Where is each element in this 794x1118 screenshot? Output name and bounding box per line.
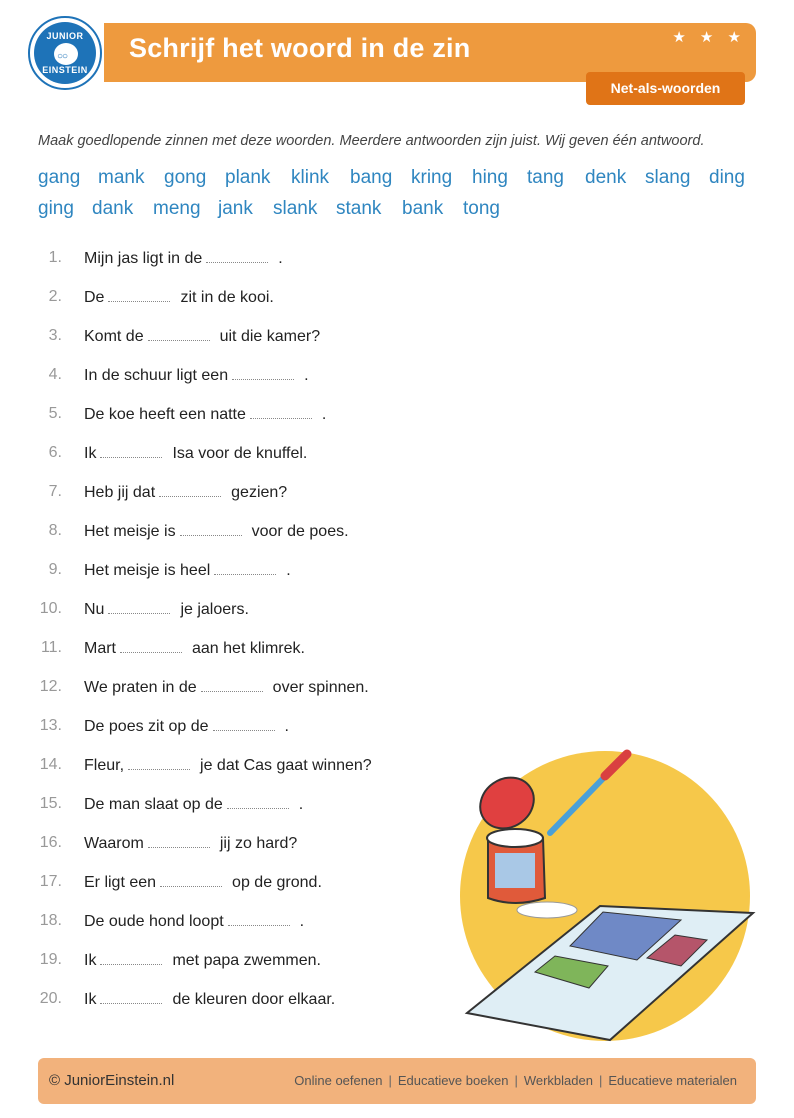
question-number: 9. [48,561,62,578]
question-text-after: uit die kamer? [219,328,321,345]
question-text-before: De [84,289,105,306]
wordbank-word: hing [472,167,508,188]
question-text-after: met papa zwemmen. [172,952,321,969]
question-text-before: Heb jij dat [84,484,156,501]
question-text-after: . [298,796,304,813]
wordbank-word: stank [336,198,382,219]
question-text-before: In de schuur ligt een [84,367,229,384]
wordbank-word: kring [411,167,453,188]
question-text-after: over spinnen. [272,679,369,696]
question-text-before: Mart [84,640,116,657]
question-text-after: jij zo hard? [219,835,298,852]
question-number: 4. [48,366,62,383]
question-text-before: Mijn jas ligt in de [84,250,203,267]
question-text-before: Het meisje is heel [84,562,211,579]
answer-blank[interactable] [100,444,162,458]
question-text-after: gezien? [231,484,288,501]
question-text-after: de kleuren door elkaar. [172,991,336,1008]
footer-link-werkbladen[interactable]: Werkbladen [523,1073,593,1088]
category-badge: Net-als-woorden [586,72,745,105]
footer-separator: | [514,1073,518,1088]
question-text-after: je jaloers. [180,601,249,618]
wordbank-word: bang [350,167,393,188]
wordbank-word: denk [585,167,627,188]
wordbank-word: meng [153,198,201,219]
question-number: 13. [39,717,62,734]
paint-illustration [455,748,760,1043]
question-text-before: Waarom [84,835,144,852]
wordbank-word: mank [98,167,145,188]
answer-blank[interactable] [201,678,263,692]
answer-blank[interactable] [214,561,276,575]
einstein-face-icon: ○○ [54,43,78,65]
question-number: 3. [48,327,62,344]
question-number: 14. [39,756,62,773]
wordbank-word: slank [273,198,318,219]
difficulty-stars-icon: ★ ★ ★ [672,29,746,46]
wordbank-word: tong [463,198,500,219]
logo-bottom-text: EINSTEIN [42,65,88,75]
answer-blank[interactable] [100,990,162,1004]
answer-blank[interactable] [227,795,289,809]
wordbank-word: bank [402,198,444,219]
footer-link-educatieve-boeken[interactable]: Educatieve boeken [397,1073,509,1088]
wordbank-row-2 [38,198,758,224]
answer-blank[interactable] [250,405,312,419]
question-number: 20. [39,990,62,1007]
question-text-after: aan het klimrek. [192,640,305,657]
footer-copyright: © JuniorEinstein.nl [49,1072,175,1089]
question-text-after: . [321,406,327,423]
question-text-after: . [286,562,291,579]
answer-blank[interactable] [159,483,221,497]
footer-link-online-oefenen[interactable]: Online oefenen [294,1073,383,1088]
wordbank-word: jank [218,198,253,219]
logo-top-text: JUNIOR [46,31,84,41]
question-number: 11. [40,639,62,656]
answer-blank[interactable] [148,834,210,848]
question-text-after: op de grond. [232,874,322,891]
answer-blank[interactable] [108,600,170,614]
wordbank-word: gong [164,167,207,188]
question-number: 12. [39,678,62,695]
question-number: 18. [39,912,62,929]
junior-einstein-logo [28,16,102,90]
question-number: 5. [48,405,62,422]
question-number: 19. [39,951,62,968]
wordbank-word: dank [92,198,134,219]
answer-blank[interactable] [180,522,242,536]
answer-blank[interactable] [160,873,222,887]
wordbank-word: slang [645,167,691,188]
question-number: 2. [48,288,62,305]
paint-spill [517,902,577,918]
question-text-before: De oude hond loopt [84,913,224,930]
question-text-before: De man slaat op de [84,796,223,813]
question-text-before: Het meisje is [84,523,176,540]
footer-link-educatieve-materialen[interactable]: Educatieve materialen [608,1073,737,1088]
answer-blank[interactable] [206,249,268,263]
answer-blank[interactable] [100,951,162,965]
question-text-before: Komt de [84,328,144,345]
footer-separator: | [388,1073,392,1088]
wordbank-word: ging [38,198,74,219]
question-text-before: Nu [84,601,105,618]
question-text-after: je dat Cas gaat winnen? [200,757,372,774]
question-text-after: Isa voor de knuffel. [172,445,308,462]
wordbank-word: gang [38,167,81,188]
question-text-after: zit in de kooi. [180,289,274,306]
question-text-before: Er ligt een [84,874,157,891]
question-number: 7. [48,483,62,500]
logo-circle [34,22,96,84]
question-text-before: Ik [84,991,97,1008]
question-text-after: . [299,913,305,930]
question-text-after: voor de poes. [251,523,349,540]
answer-blank[interactable] [228,912,290,926]
wordbank-row-1 [38,167,758,193]
answer-blank[interactable] [148,327,210,341]
question-text-after: . [278,250,283,267]
question-number: 1. [48,249,62,266]
instruction-text: Maak goedlopende zinnen met deze woorden. Meerdere antwoorden zijn juist. Wij geven één antwoord. [38,133,705,149]
wordbank-word: tang [527,167,564,188]
question-number: 8. [48,522,62,539]
question-number: 16. [39,834,62,851]
footer [38,1058,756,1104]
question-text-before: Ik [84,952,97,969]
question-number: 15. [39,795,62,812]
wordbank-word: ding [709,167,745,188]
question-text-before: Fleur, [84,757,125,774]
question-text-after: . [284,718,289,735]
question-text-before: Ik [84,445,97,462]
footer-separator: | [598,1073,603,1088]
answer-blank[interactable] [120,639,182,653]
question-number: 6. [48,444,62,461]
question-number: 10. [39,600,62,617]
question-text-before: We praten in de [84,679,197,696]
answer-blank[interactable] [213,717,275,731]
footer-links [294,1073,737,1088]
answer-blank[interactable] [108,288,170,302]
question-text-before: De koe heeft een natte [84,406,246,423]
wordbank-word: klink [291,167,330,188]
question-text-after: . [304,367,309,384]
answer-blank[interactable] [128,756,190,770]
page-title: Schrijf het woord in de zin [129,33,471,63]
question-number: 17. [39,873,62,890]
question-text-before: De poes zit op de [84,718,209,735]
wordbank-word: plank [225,167,271,188]
answer-blank[interactable] [232,366,294,380]
